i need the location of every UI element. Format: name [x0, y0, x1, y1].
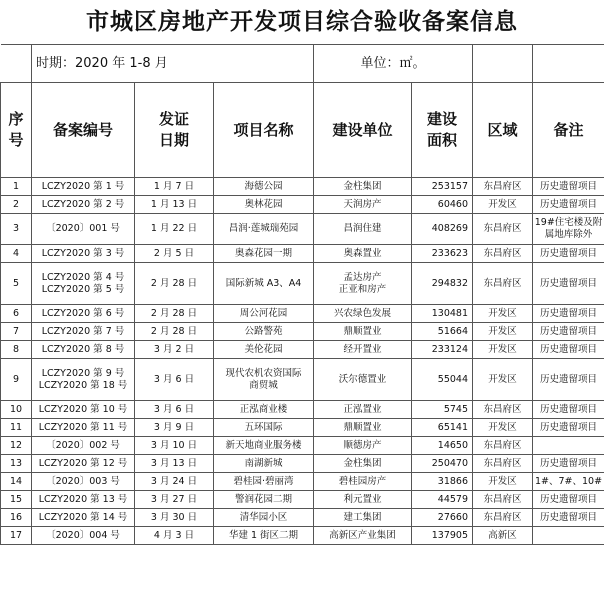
area-cell: 5745 — [412, 401, 473, 419]
issue-date-cell: 3 月 2 日 — [135, 341, 214, 359]
record-no-cell: LCZY2020 第 1 号 — [32, 178, 135, 196]
area-cell: 233623 — [412, 245, 473, 263]
seq-cell: 14 — [1, 473, 32, 491]
remark-cell: 历史遗留项目 — [533, 263, 604, 305]
district-cell: 东昌府区 — [473, 437, 533, 455]
table-row — [1, 401, 604, 419]
builder-cell: 高新区产业集团 — [314, 527, 412, 545]
record-no-cell: 〔2020〕003 号 — [32, 473, 135, 491]
record-no-cell: 〔2020〕002 号 — [32, 437, 135, 455]
builder-cell: 兴农绿色发展 — [314, 305, 412, 323]
builder-cell: 正泓置业 — [314, 401, 412, 419]
seq-cell: 1 — [1, 178, 32, 196]
issue-date-cell: 3 月 13 日 — [135, 455, 214, 473]
project-cell: 公路警苑 — [214, 323, 314, 341]
table-row — [1, 473, 604, 491]
builder-cell: 金柱集团 — [314, 178, 412, 196]
record-no-cell: LCZY2020 第 7 号 — [32, 323, 135, 341]
record-no-cell: LCZY2020 第 11 号 — [32, 419, 135, 437]
header-district: 区域 — [473, 83, 533, 178]
remark-cell: 历史遗留项目 — [533, 341, 604, 359]
issue-date-cell: 3 月 6 日 — [135, 401, 214, 419]
table-row — [1, 341, 604, 359]
record-no-cell: LCZY2020 第 6 号 — [32, 305, 135, 323]
remark-cell: 历史遗留项目 — [533, 419, 604, 437]
remark-cell: 历史遗留项目 — [533, 323, 604, 341]
table-row — [1, 323, 604, 341]
project-cell: 美伦花园 — [214, 341, 314, 359]
area-cell: 137905 — [412, 527, 473, 545]
builder-cell: 孟达房产 正亚和房产 — [314, 263, 412, 305]
district-cell: 高新区 — [473, 527, 533, 545]
header-row — [1, 83, 604, 178]
record-no-cell: LCZY2020 第 14 号 — [32, 509, 135, 527]
district-cell: 开发区 — [473, 323, 533, 341]
builder-cell: 鼎顺置业 — [314, 419, 412, 437]
builder-cell: 鼎顺置业 — [314, 323, 412, 341]
district-cell: 东昌府区 — [473, 214, 533, 245]
seq-cell: 12 — [1, 437, 32, 455]
district-cell: 开发区 — [473, 419, 533, 437]
table-row — [1, 509, 604, 527]
table-row — [1, 178, 604, 196]
area-cell: 31866 — [412, 473, 473, 491]
remark-cell: 1#、7#、10# — [533, 473, 604, 491]
period-value: 2020 年 1-8 月 — [75, 55, 168, 71]
record-no-cell: LCZY2020 第 2 号 — [32, 196, 135, 214]
table-row — [1, 527, 604, 545]
builder-cell: 天润房产 — [314, 196, 412, 214]
issue-date-cell: 3 月 10 日 — [135, 437, 214, 455]
district-cell: 开发区 — [473, 359, 533, 401]
record-table — [0, 44, 604, 545]
record-no-cell: LCZY2020 第 8 号 — [32, 341, 135, 359]
project-cell: 国际新城 A3、A4 — [214, 263, 314, 305]
district-cell: 东昌府区 — [473, 491, 533, 509]
meta-row — [1, 45, 604, 83]
project-cell: 现代农机农资国际 商贸城 — [214, 359, 314, 401]
record-no-cell: LCZY2020 第 13 号 — [32, 491, 135, 509]
builder-cell: 顺德房产 — [314, 437, 412, 455]
record-sheet — [0, 44, 604, 545]
district-cell: 东昌府区 — [473, 263, 533, 305]
remark-cell: 历史遗留项目 — [533, 509, 604, 527]
issue-date-cell: 2 月 5 日 — [135, 245, 214, 263]
issue-date-cell: 3 月 24 日 — [135, 473, 214, 491]
issue-date-cell: 3 月 6 日 — [135, 359, 214, 401]
builder-cell: 沃尔德置业 — [314, 359, 412, 401]
area-cell: 233124 — [412, 341, 473, 359]
builder-cell: 碧桂园房产 — [314, 473, 412, 491]
table-row — [1, 491, 604, 509]
remark-cell: 历史遗留项目 — [533, 401, 604, 419]
remark-cell: 历史遗留项目 — [533, 491, 604, 509]
district-cell: 东昌府区 — [473, 509, 533, 527]
area-cell: 294832 — [412, 263, 473, 305]
district-cell: 东昌府区 — [473, 178, 533, 196]
remark-cell: 历史遗留项目 — [533, 455, 604, 473]
district-cell: 东昌府区 — [473, 401, 533, 419]
record-no-cell: 〔2020〕001 号 — [32, 214, 135, 245]
table-row — [1, 419, 604, 437]
project-cell: 奥森花园一期 — [214, 245, 314, 263]
area-cell: 27660 — [412, 509, 473, 527]
seq-cell: 4 — [1, 245, 32, 263]
issue-date-cell: 2 月 28 日 — [135, 305, 214, 323]
table-row — [1, 455, 604, 473]
issue-date-cell: 3 月 30 日 — [135, 509, 214, 527]
table-row — [1, 196, 604, 214]
area-cell: 408269 — [412, 214, 473, 245]
district-cell: 开发区 — [473, 473, 533, 491]
unit-label: 单位：㎡。 — [360, 55, 426, 71]
builder-cell: 昌润住建 — [314, 214, 412, 245]
seq-cell: 16 — [1, 509, 32, 527]
issue-date-cell: 4 月 3 日 — [135, 527, 214, 545]
area-cell: 51664 — [412, 323, 473, 341]
issue-date-cell: 1 月 13 日 — [135, 196, 214, 214]
seq-cell: 5 — [1, 263, 32, 305]
area-cell: 250470 — [412, 455, 473, 473]
area-cell: 60460 — [412, 196, 473, 214]
district-cell: 开发区 — [473, 305, 533, 323]
header-project: 项目名称 — [214, 83, 314, 178]
table-row — [1, 437, 604, 455]
builder-cell: 金柱集团 — [314, 455, 412, 473]
district-cell: 开发区 — [473, 341, 533, 359]
area-cell: 14650 — [412, 437, 473, 455]
table-row — [1, 214, 604, 245]
record-no-cell: LCZY2020 第 4 号 LCZY2020 第 5 号 — [32, 263, 135, 305]
area-cell: 44579 — [412, 491, 473, 509]
issue-date-cell: 3 月 9 日 — [135, 419, 214, 437]
project-cell: 海德公园 — [214, 178, 314, 196]
project-cell: 新天地商业服务楼 — [214, 437, 314, 455]
unit-cell — [314, 45, 473, 83]
district-cell: 东昌府区 — [473, 245, 533, 263]
page-title: 市城区房地产开发项目综合验收备案信息 — [86, 9, 518, 35]
builder-cell: 利元置业 — [314, 491, 412, 509]
table-row — [1, 359, 604, 401]
header-builder: 建设单位 — [314, 83, 412, 178]
area-cell: 65141 — [412, 419, 473, 437]
builder-cell: 奥森置业 — [314, 245, 412, 263]
seq-cell: 8 — [1, 341, 32, 359]
seq-cell: 15 — [1, 491, 32, 509]
remark-cell: 19#住宅楼及附 属地库除外 — [533, 214, 604, 245]
district-cell: 开发区 — [473, 196, 533, 214]
area-cell: 55044 — [412, 359, 473, 401]
remark-cell: 历史遗留项目 — [533, 178, 604, 196]
district-cell: 东昌府区 — [473, 455, 533, 473]
issue-date-cell: 2 月 28 日 — [135, 323, 214, 341]
project-cell: 五环国际 — [214, 419, 314, 437]
issue-date-cell: 1 月 22 日 — [135, 214, 214, 245]
seq-cell: 6 — [1, 305, 32, 323]
record-no-cell: LCZY2020 第 9 号 LCZY2020 第 18 号 — [32, 359, 135, 401]
header-record-no: 备案编号 — [32, 83, 135, 178]
table-row — [1, 245, 604, 263]
project-cell: 奥林花园 — [214, 196, 314, 214]
project-cell: 警润花园二期 — [214, 491, 314, 509]
seq-cell: 13 — [1, 455, 32, 473]
project-cell: 华建 1 街区二期 — [214, 527, 314, 545]
project-cell: 周公河花园 — [214, 305, 314, 323]
project-cell: 昌润·莲城瑞苑园 — [214, 214, 314, 245]
seq-cell: 17 — [1, 527, 32, 545]
table-row — [1, 263, 604, 305]
seq-cell: 11 — [1, 419, 32, 437]
record-no-cell: LCZY2020 第 3 号 — [32, 245, 135, 263]
record-no-cell: LCZY2020 第 12 号 — [32, 455, 135, 473]
header-issue-date: 发证 日期 — [135, 83, 214, 178]
project-cell: 碧桂园·碧丽湾 — [214, 473, 314, 491]
header-remark: 备注 — [533, 83, 604, 178]
seq-cell: 7 — [1, 323, 32, 341]
builder-cell: 经开置业 — [314, 341, 412, 359]
project-cell: 正泓商业楼 — [214, 401, 314, 419]
record-no-cell: 〔2020〕004 号 — [32, 527, 135, 545]
remark-cell: 历史遗留项目 — [533, 359, 604, 401]
remark-cell: 历史遗留项目 — [533, 305, 604, 323]
seq-cell: 3 — [1, 214, 32, 245]
table-row — [1, 305, 604, 323]
builder-cell: 建工集团 — [314, 509, 412, 527]
remark-cell: 历史遗留项目 — [533, 196, 604, 214]
project-cell: 南湖新城 — [214, 455, 314, 473]
seq-cell: 2 — [1, 196, 32, 214]
area-cell: 130481 — [412, 305, 473, 323]
seq-cell: 9 — [1, 359, 32, 401]
record-no-cell: LCZY2020 第 10 号 — [32, 401, 135, 419]
remark-cell: 历史遗留项目 — [533, 245, 604, 263]
period-label: 时期： — [36, 55, 76, 71]
remark-cell — [533, 527, 604, 545]
period-cell — [32, 45, 314, 83]
area-cell: 253157 — [412, 178, 473, 196]
remark-cell — [533, 437, 604, 455]
seq-cell: 10 — [1, 401, 32, 419]
issue-date-cell: 2 月 28 日 — [135, 263, 214, 305]
header-seq: 序 号 — [1, 83, 32, 178]
project-cell: 清华园小区 — [214, 509, 314, 527]
header-area: 建设 面积 — [412, 83, 473, 178]
issue-date-cell: 1 月 7 日 — [135, 178, 214, 196]
issue-date-cell: 3 月 27 日 — [135, 491, 214, 509]
